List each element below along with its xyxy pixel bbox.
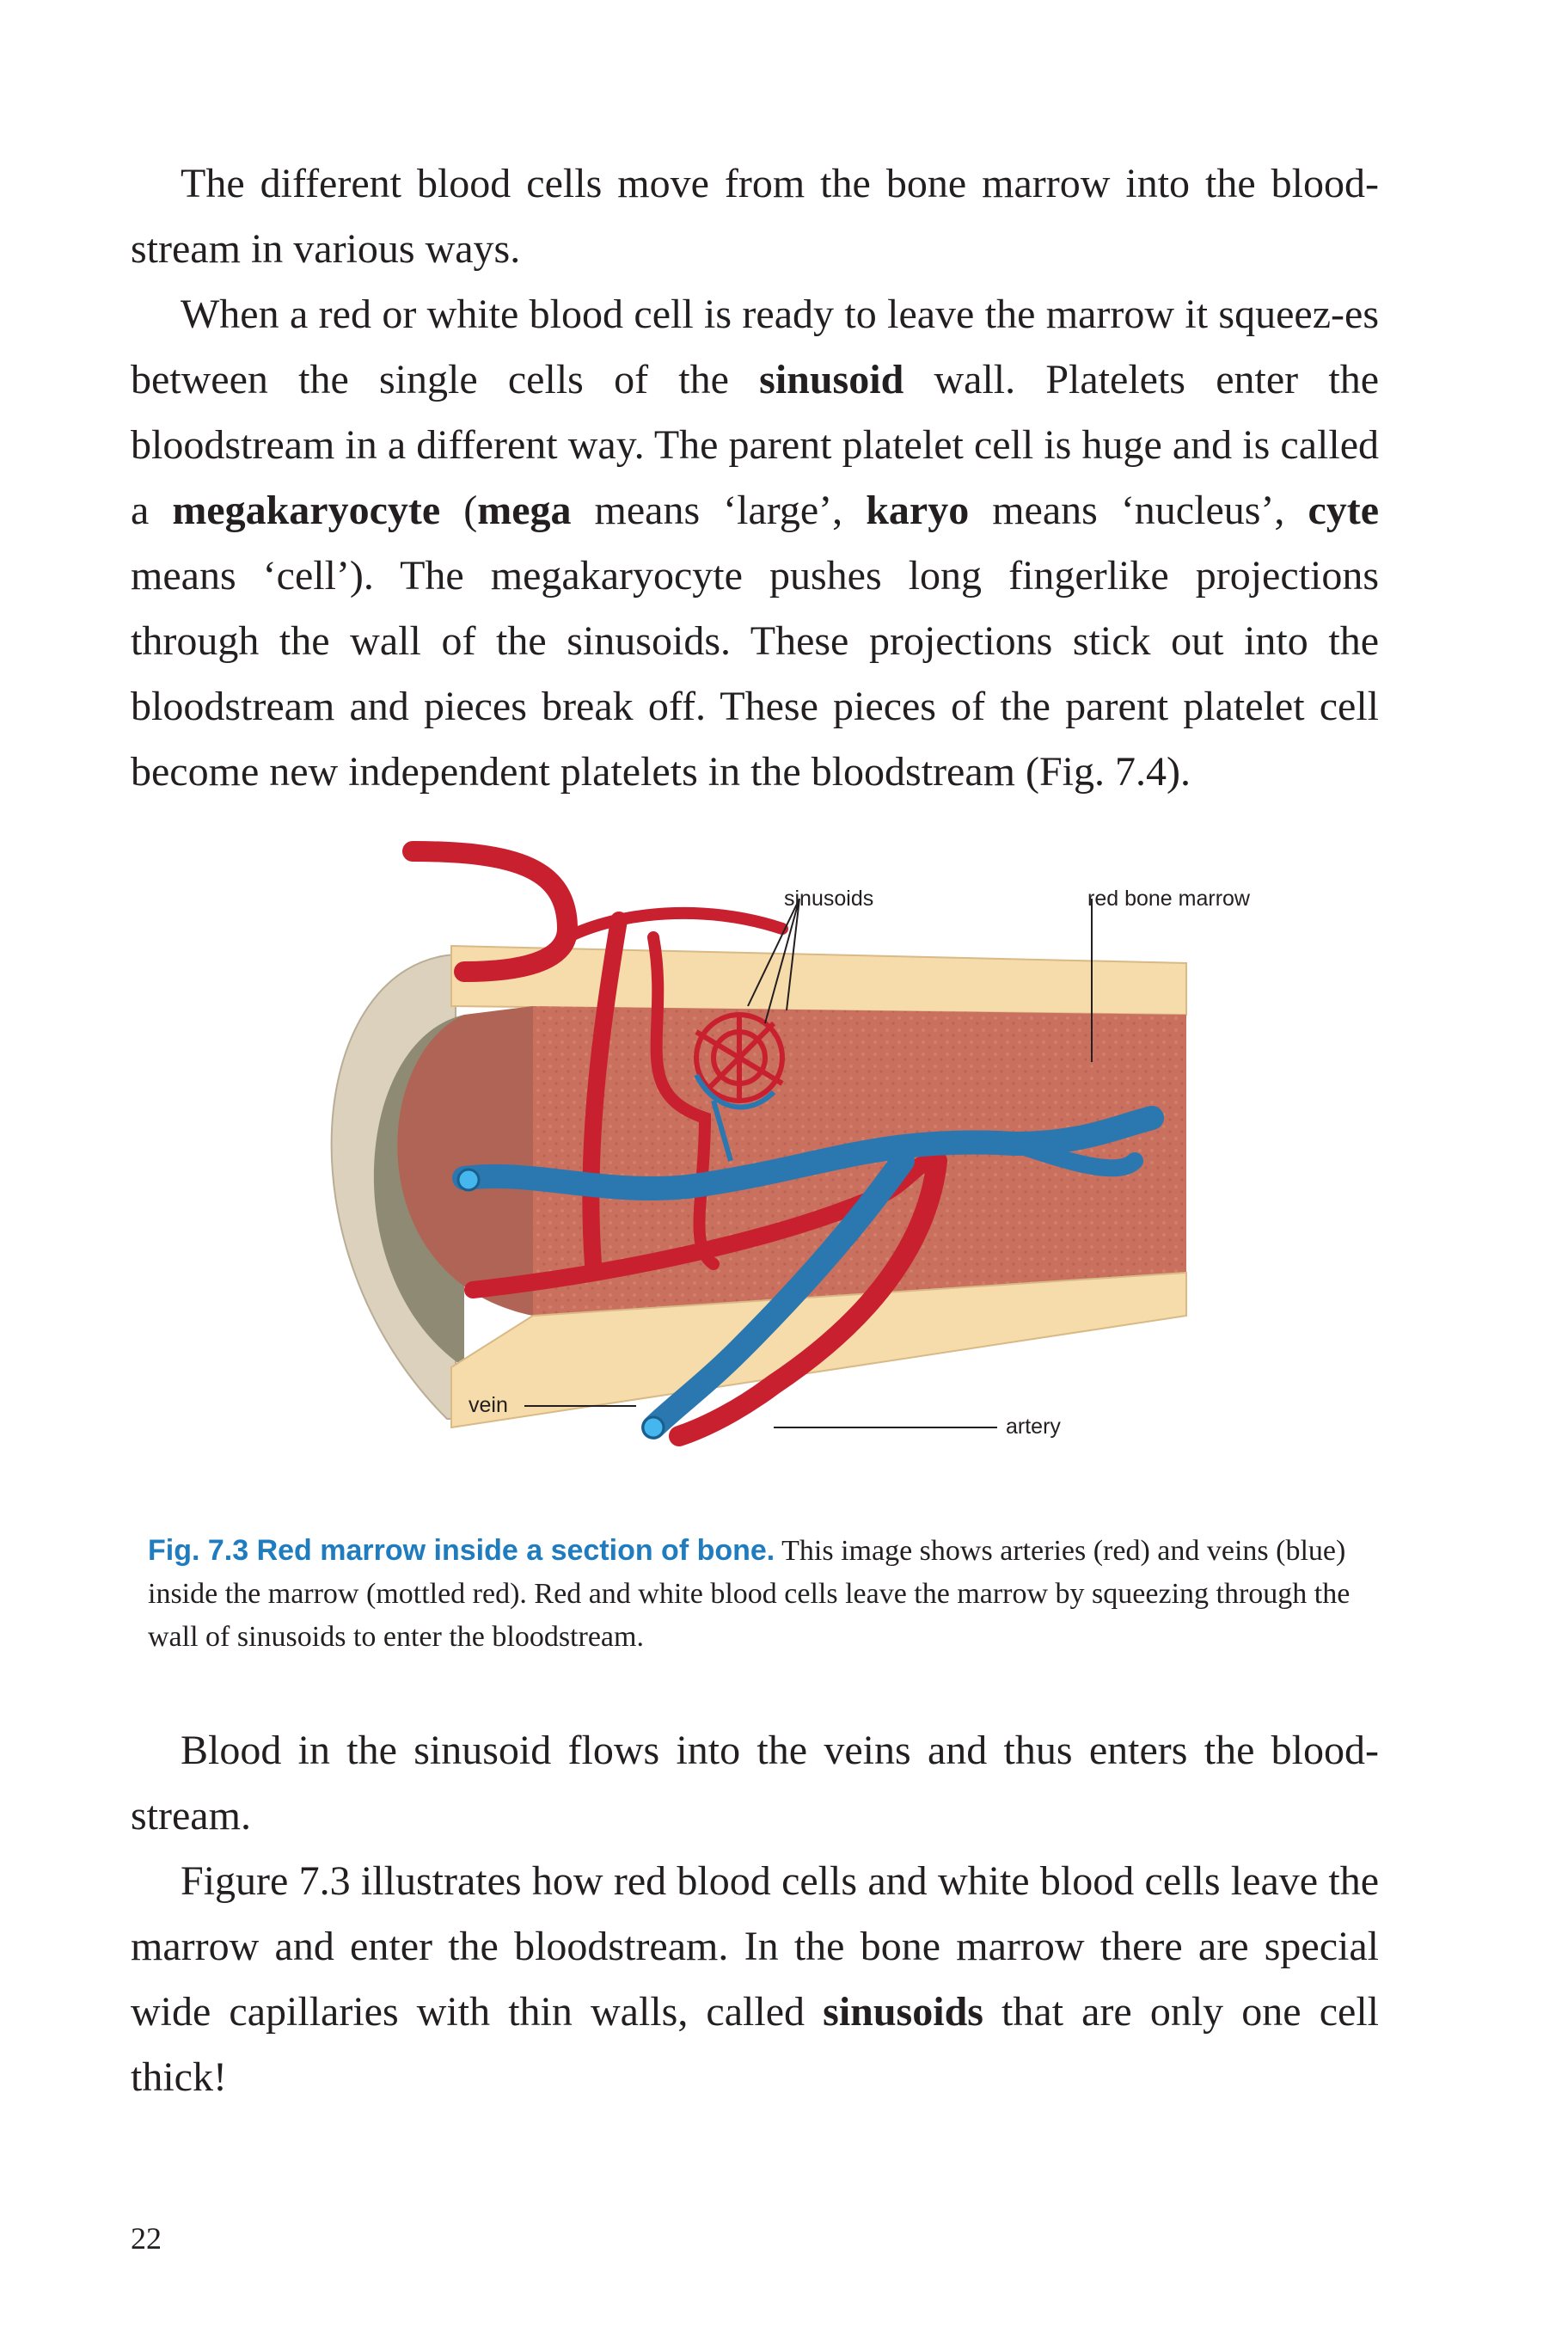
paragraph	[131, 151, 1379, 282]
text-run: that are only one cell thick!	[131, 1989, 1379, 2100]
bold-term: cyte	[1308, 488, 1380, 533]
bone-section-illustration	[258, 834, 1341, 1488]
text-run: Figure 7.3 illustrates how red blood cells and white blood cells leave the marrow and enter the bloodstream. In the bone marrow there are special wide capillaries with thin walls, called	[131, 1858, 1379, 2035]
bold-term: mega	[477, 488, 572, 533]
paragraph	[131, 1718, 1379, 1849]
label-sinusoids: sinusoids	[784, 887, 874, 911]
paragraph	[131, 282, 1379, 805]
bone-marrow-figure	[258, 834, 1341, 1488]
bold-term: sinusoid	[759, 357, 904, 402]
body-text-top	[131, 151, 1379, 805]
bold-term: sinusoids	[823, 1989, 983, 2035]
label-artery: artery	[1006, 1415, 1061, 1439]
label-vein: vein	[469, 1393, 508, 1417]
caption-title: Fig. 7.3 Red marrow inside a section of bone.	[148, 1534, 775, 1567]
page-number: 22	[131, 2221, 162, 2256]
text-run: The different blood cells move from the bone marrow into the blood-stream in various ways.	[131, 161, 1379, 272]
text-run: means ‘nucleus’,	[969, 488, 1308, 533]
text-run: wall. Platelets enter the bloodstream in a different way. The parent platelet cell is huge and is called a	[131, 357, 1380, 533]
body-text-bottom	[131, 1718, 1379, 2110]
paragraph	[131, 1849, 1379, 2110]
bold-term: karyo	[866, 488, 970, 533]
text-run: means ‘cell’). The megakaryocyte pushes long fingerlike projections through the wall of the sinusoids. These projections stick out into the bloodstream and pieces break off. These pieces of the parent platelet cell become new independent platelets in the bloodstream (Fig. 7.4).	[131, 553, 1379, 795]
text-run: When a red or white blood cell is ready to leave the marrow it squeez-es between the single cells of the	[131, 292, 1379, 402]
text-run: Blood in the sinusoid flows into the veins and thus enters the blood-stream.	[131, 1728, 1379, 1839]
vein-opening	[458, 1169, 479, 1190]
figure-caption	[148, 1529, 1386, 1659]
text-run: (	[440, 488, 478, 533]
label-red-bone-marrow: red bone marrow	[1087, 887, 1250, 911]
bold-term: megakaryocyte	[172, 488, 441, 533]
vein-opening-bottom	[643, 1417, 664, 1438]
text-run: means ‘large’,	[571, 488, 867, 533]
caption-text: This image shows arteries (red) and veins (blue) inside the marrow (mottled red). Red and white blood cells leave the marrow by squeezing through the wall of sinusoids to enter the bloodstream.	[148, 1535, 1351, 1653]
